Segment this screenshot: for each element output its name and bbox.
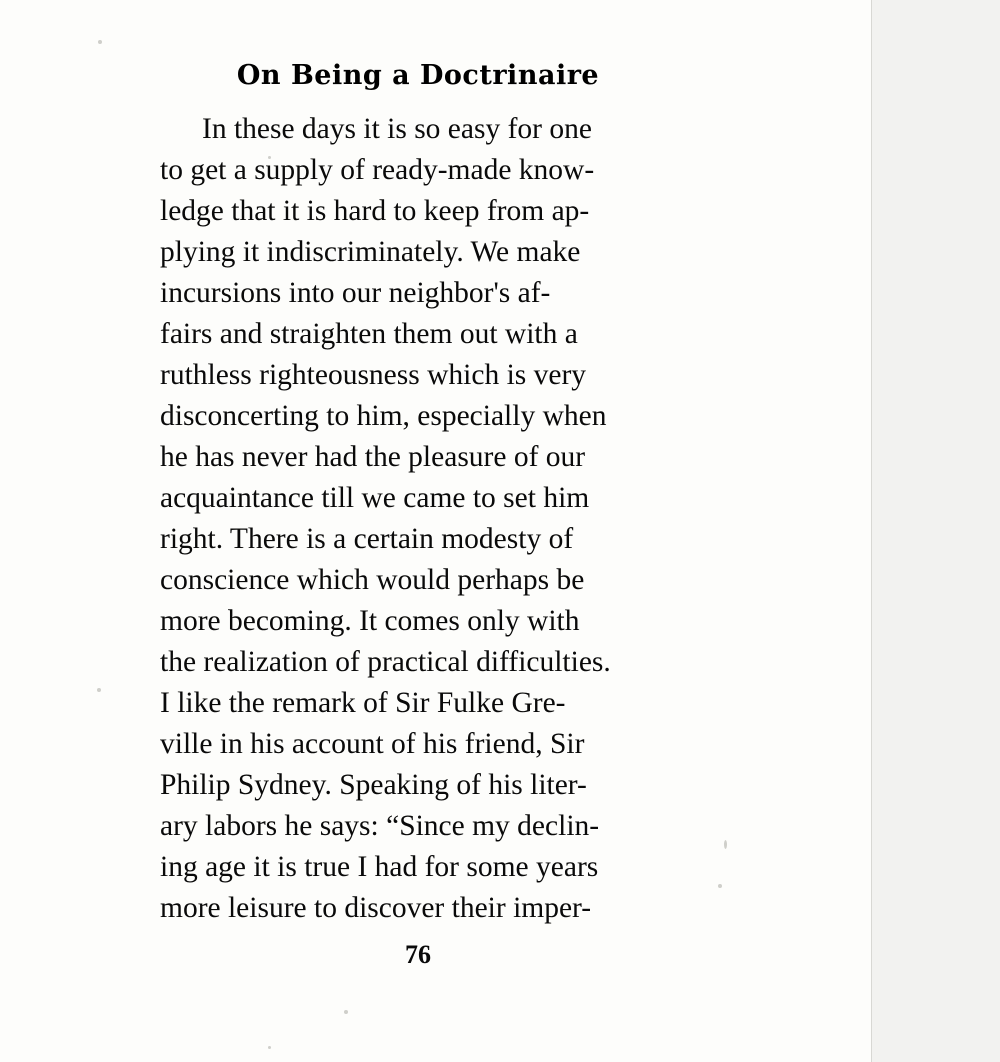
text-line: ary labors he says: “Since my declin-: [160, 810, 600, 842]
text-line: right. There is a certain modesty of: [160, 523, 574, 555]
text-line: more leisure to discover their imper-: [160, 892, 592, 924]
text-line: ruthless righteousness which is very: [160, 359, 587, 391]
scan-speck: [98, 40, 102, 44]
text-line: I like the remark of Sir Fulke Gre-: [160, 687, 566, 719]
text-line: he has never had the pleasure of our: [160, 441, 586, 473]
page-content: [160, 60, 676, 929]
page-title: On Being a Doctrinaire: [236, 60, 600, 91]
text-line: acquaintance till we came to set him: [160, 482, 590, 514]
text-line: ville in his account of his friend, Sir: [160, 728, 585, 760]
text-line: Philip Sydney. Speaking of his liter-: [160, 769, 587, 801]
text-line: disconcerting to him, especially when: [160, 400, 607, 432]
page-gutter-edge: [871, 0, 1000, 1062]
text-line: to get a supply of ready-made know-: [160, 154, 595, 186]
text-line: plying it indiscriminately. We make: [160, 236, 581, 268]
page-number: 76: [405, 940, 431, 969]
scan-speck: [344, 1010, 348, 1014]
text-line: [160, 109, 676, 150]
body-paragraph: [160, 109, 676, 929]
text-line: incursions into our neighbor's af-: [160, 277, 551, 309]
text-line: more becoming. It comes only with: [160, 605, 580, 637]
text-line-content: In these days it is so easy for one: [202, 113, 592, 145]
text-line: ledge that it is hard to keep from ap-: [160, 195, 590, 227]
scan-speck: [724, 840, 727, 849]
scan-speck: [718, 884, 722, 888]
text-line: conscience which would perhaps be: [160, 564, 585, 596]
text-line: fairs and straighten them out with a: [160, 318, 578, 350]
text-line: ing age it is true I had for some years: [160, 851, 599, 883]
text-line: the realization of practical difficulties.: [160, 646, 611, 678]
scan-speck: [97, 688, 101, 692]
scan-speck: [268, 1046, 271, 1049]
